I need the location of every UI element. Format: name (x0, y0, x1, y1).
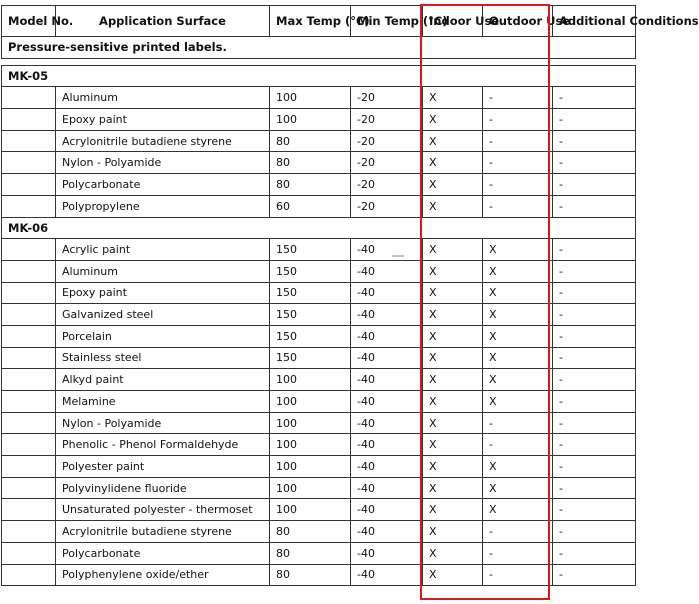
cell-outdoor: - (483, 109, 553, 131)
cell-min: -40 (351, 260, 423, 282)
cell-indoor: X (423, 477, 483, 499)
application-surface-table (1, 5, 699, 586)
cell-additional: - (553, 412, 636, 434)
cell-min: -40 (351, 477, 423, 499)
model-group-row (2, 65, 636, 87)
cell-indoor: X (423, 304, 483, 326)
model-cell (2, 87, 56, 109)
cell-additional: - (553, 434, 636, 456)
cell-indoor: X (423, 239, 483, 261)
model-cell (2, 456, 56, 478)
cell-max: 100 (270, 369, 351, 391)
table-row (2, 391, 636, 413)
cell-max: 100 (270, 87, 351, 109)
model-cell (2, 109, 56, 131)
table-row (2, 564, 636, 586)
cell-surface: Epoxy paint (56, 282, 270, 304)
cell-outdoor: - (483, 195, 553, 217)
cell-additional: - (553, 130, 636, 152)
table-row (2, 325, 636, 347)
model-cell (2, 564, 56, 586)
cell-surface: Unsaturated polyester - thermoset (56, 499, 270, 521)
cell-max: 80 (270, 542, 351, 564)
cell-outdoor: - (483, 564, 553, 586)
cell-min: -20 (351, 195, 423, 217)
model-number: MK-06 (2, 217, 56, 239)
table-row (2, 477, 636, 499)
cell-outdoor: - (483, 521, 553, 543)
cell-outdoor: X (483, 282, 553, 304)
cell-additional: - (553, 282, 636, 304)
header-min-temp: Min Temp (°C) (351, 6, 423, 37)
spacer (2, 58, 636, 65)
cell-additional: - (553, 87, 636, 109)
table-row (2, 260, 636, 282)
cell-indoor: X (423, 260, 483, 282)
model-cell (2, 130, 56, 152)
model-cell (2, 282, 56, 304)
cell-indoor: X (423, 391, 483, 413)
cell-indoor: X (423, 130, 483, 152)
cell-additional: - (553, 369, 636, 391)
cell-surface: Acrylic paint (56, 239, 270, 261)
header-outdoor: Outdoor Use (483, 6, 553, 37)
cell-indoor: X (423, 564, 483, 586)
model-cell (2, 412, 56, 434)
cell-surface: Nylon - Polyamide (56, 152, 270, 174)
cell-indoor: X (423, 521, 483, 543)
cell-indoor: X (423, 195, 483, 217)
cell-outdoor: X (483, 304, 553, 326)
header-row (2, 6, 636, 37)
cell-max: 100 (270, 477, 351, 499)
cell-outdoor: X (483, 325, 553, 347)
cell-additional: - (553, 304, 636, 326)
cell-surface: Polycarbonate (56, 174, 270, 196)
cell-additional: - (553, 260, 636, 282)
cell-min: -40 (351, 456, 423, 478)
cell-indoor: X (423, 542, 483, 564)
cell-indoor: X (423, 499, 483, 521)
cell-additional: - (553, 239, 636, 261)
cell-indoor: X (423, 282, 483, 304)
cell-surface: Melamine (56, 391, 270, 413)
table-row (2, 434, 636, 456)
cell-indoor: X (423, 87, 483, 109)
cell-outdoor: - (483, 174, 553, 196)
cell-outdoor: X (483, 499, 553, 521)
cell-surface: Epoxy paint (56, 109, 270, 131)
cell-additional: - (553, 391, 636, 413)
model-cell (2, 369, 56, 391)
cell-surface: Polyphenylene oxide/ether (56, 564, 270, 586)
cell-max: 150 (270, 347, 351, 369)
cell-additional: - (553, 564, 636, 586)
cell-max: 100 (270, 456, 351, 478)
cell-max: 100 (270, 109, 351, 131)
cell-outdoor: X (483, 347, 553, 369)
cell-indoor: X (423, 109, 483, 131)
model-cell (2, 477, 56, 499)
model-cell (2, 434, 56, 456)
cell-additional: - (553, 325, 636, 347)
cell-min: -20 (351, 130, 423, 152)
model-cell (2, 391, 56, 413)
cell-additional: - (553, 152, 636, 174)
cell-max: 80 (270, 152, 351, 174)
table-row (2, 282, 636, 304)
cell-surface: Alkyd paint (56, 369, 270, 391)
cell-min: -20 (351, 109, 423, 131)
cell-additional: - (553, 174, 636, 196)
table-row (2, 130, 636, 152)
cell-min: -40 (351, 369, 423, 391)
cell-max: 100 (270, 391, 351, 413)
cell-min: -20 (351, 87, 423, 109)
model-cell (2, 239, 56, 261)
cell-indoor: X (423, 434, 483, 456)
model-cell (2, 260, 56, 282)
cell-additional: - (553, 542, 636, 564)
model-group-fill (56, 65, 636, 87)
cell-outdoor: X (483, 260, 553, 282)
model-cell (2, 152, 56, 174)
cell-indoor: X (423, 456, 483, 478)
table-row (2, 152, 636, 174)
cell-outdoor: X (483, 369, 553, 391)
cell-surface: Acrylonitrile butadiene styrene (56, 521, 270, 543)
cell-outdoor: - (483, 130, 553, 152)
header-indoor: Indoor Use (423, 6, 483, 37)
cell-outdoor: - (483, 412, 553, 434)
table-row (2, 369, 636, 391)
cell-surface: Polyvinylidene fluoride (56, 477, 270, 499)
model-cell (2, 304, 56, 326)
model-cell (2, 499, 56, 521)
cell-indoor: X (423, 347, 483, 369)
cell-max: 150 (270, 325, 351, 347)
cell-min: -40 (351, 499, 423, 521)
cell-outdoor: X (483, 456, 553, 478)
table-row (2, 87, 636, 109)
cell-min: -40 (351, 347, 423, 369)
cell-outdoor: - (483, 152, 553, 174)
table-row (2, 239, 636, 261)
cell-surface: Polyester paint (56, 456, 270, 478)
cell-outdoor: - (483, 542, 553, 564)
table-row (2, 174, 636, 196)
cell-additional: - (553, 499, 636, 521)
table-row (2, 456, 636, 478)
table-row (2, 499, 636, 521)
cell-additional: - (553, 521, 636, 543)
table-row (2, 109, 636, 131)
cell-indoor: X (423, 152, 483, 174)
cell-min: -40 (351, 239, 423, 261)
spacer-row (2, 58, 636, 65)
cell-indoor: X (423, 325, 483, 347)
model-group-fill (56, 217, 636, 239)
cell-min: -40 (351, 434, 423, 456)
cell-max: 150 (270, 239, 351, 261)
cell-surface: Phenolic - Phenol Formaldehyde (56, 434, 270, 456)
cell-indoor: X (423, 412, 483, 434)
table-row (2, 195, 636, 217)
cell-outdoor: X (483, 391, 553, 413)
cell-min: -40 (351, 542, 423, 564)
model-cell (2, 174, 56, 196)
cell-max: 100 (270, 434, 351, 456)
table-row (2, 412, 636, 434)
section-title: Pressure-sensitive printed labels. (2, 37, 636, 59)
cell-min: -40 (351, 282, 423, 304)
cell-max: 80 (270, 521, 351, 543)
cell-surface: Stainless steel (56, 347, 270, 369)
cell-outdoor: X (483, 477, 553, 499)
cell-additional: - (553, 195, 636, 217)
model-cell (2, 521, 56, 543)
model-cell (2, 542, 56, 564)
ink-smudge (392, 255, 404, 257)
cell-surface: Acrylonitrile butadiene styrene (56, 130, 270, 152)
cell-min: -20 (351, 174, 423, 196)
cell-max: 150 (270, 304, 351, 326)
cell-outdoor: - (483, 87, 553, 109)
cell-surface: Galvanized steel (56, 304, 270, 326)
table-row (2, 521, 636, 543)
table-row (2, 347, 636, 369)
model-number: MK-05 (2, 65, 56, 87)
cell-surface: Aluminum (56, 87, 270, 109)
model-cell (2, 347, 56, 369)
cell-surface: Polypropylene (56, 195, 270, 217)
cell-max: 80 (270, 564, 351, 586)
cell-surface: Aluminum (56, 260, 270, 282)
cell-min: -40 (351, 325, 423, 347)
header-additional: Additional Conditions (553, 6, 636, 37)
cell-additional: - (553, 109, 636, 131)
header-model: Model No. (2, 6, 56, 37)
cell-indoor: X (423, 174, 483, 196)
cell-additional: - (553, 456, 636, 478)
header-max-temp: Max Temp (°C) (270, 6, 351, 37)
model-cell (2, 195, 56, 217)
header-surface: Application Surface (56, 6, 270, 37)
cell-indoor: X (423, 369, 483, 391)
cell-surface: Nylon - Polyamide (56, 412, 270, 434)
cell-min: -40 (351, 521, 423, 543)
cell-min: -40 (351, 391, 423, 413)
cell-min: -40 (351, 564, 423, 586)
cell-max: 150 (270, 260, 351, 282)
cell-max: 150 (270, 282, 351, 304)
cell-max: 100 (270, 412, 351, 434)
cell-min: -20 (351, 152, 423, 174)
cell-max: 80 (270, 174, 351, 196)
cell-additional: - (553, 347, 636, 369)
model-group-row (2, 217, 636, 239)
table-row (2, 542, 636, 564)
model-cell (2, 325, 56, 347)
table-row (2, 304, 636, 326)
cell-max: 80 (270, 130, 351, 152)
cell-max: 100 (270, 499, 351, 521)
cell-max: 60 (270, 195, 351, 217)
cell-surface: Polycarbonate (56, 542, 270, 564)
cell-outdoor: - (483, 434, 553, 456)
cell-surface: Porcelain (56, 325, 270, 347)
cell-additional: - (553, 477, 636, 499)
cell-outdoor: X (483, 239, 553, 261)
cell-min: -40 (351, 412, 423, 434)
section-title-row (2, 37, 636, 59)
cell-min: -40 (351, 304, 423, 326)
